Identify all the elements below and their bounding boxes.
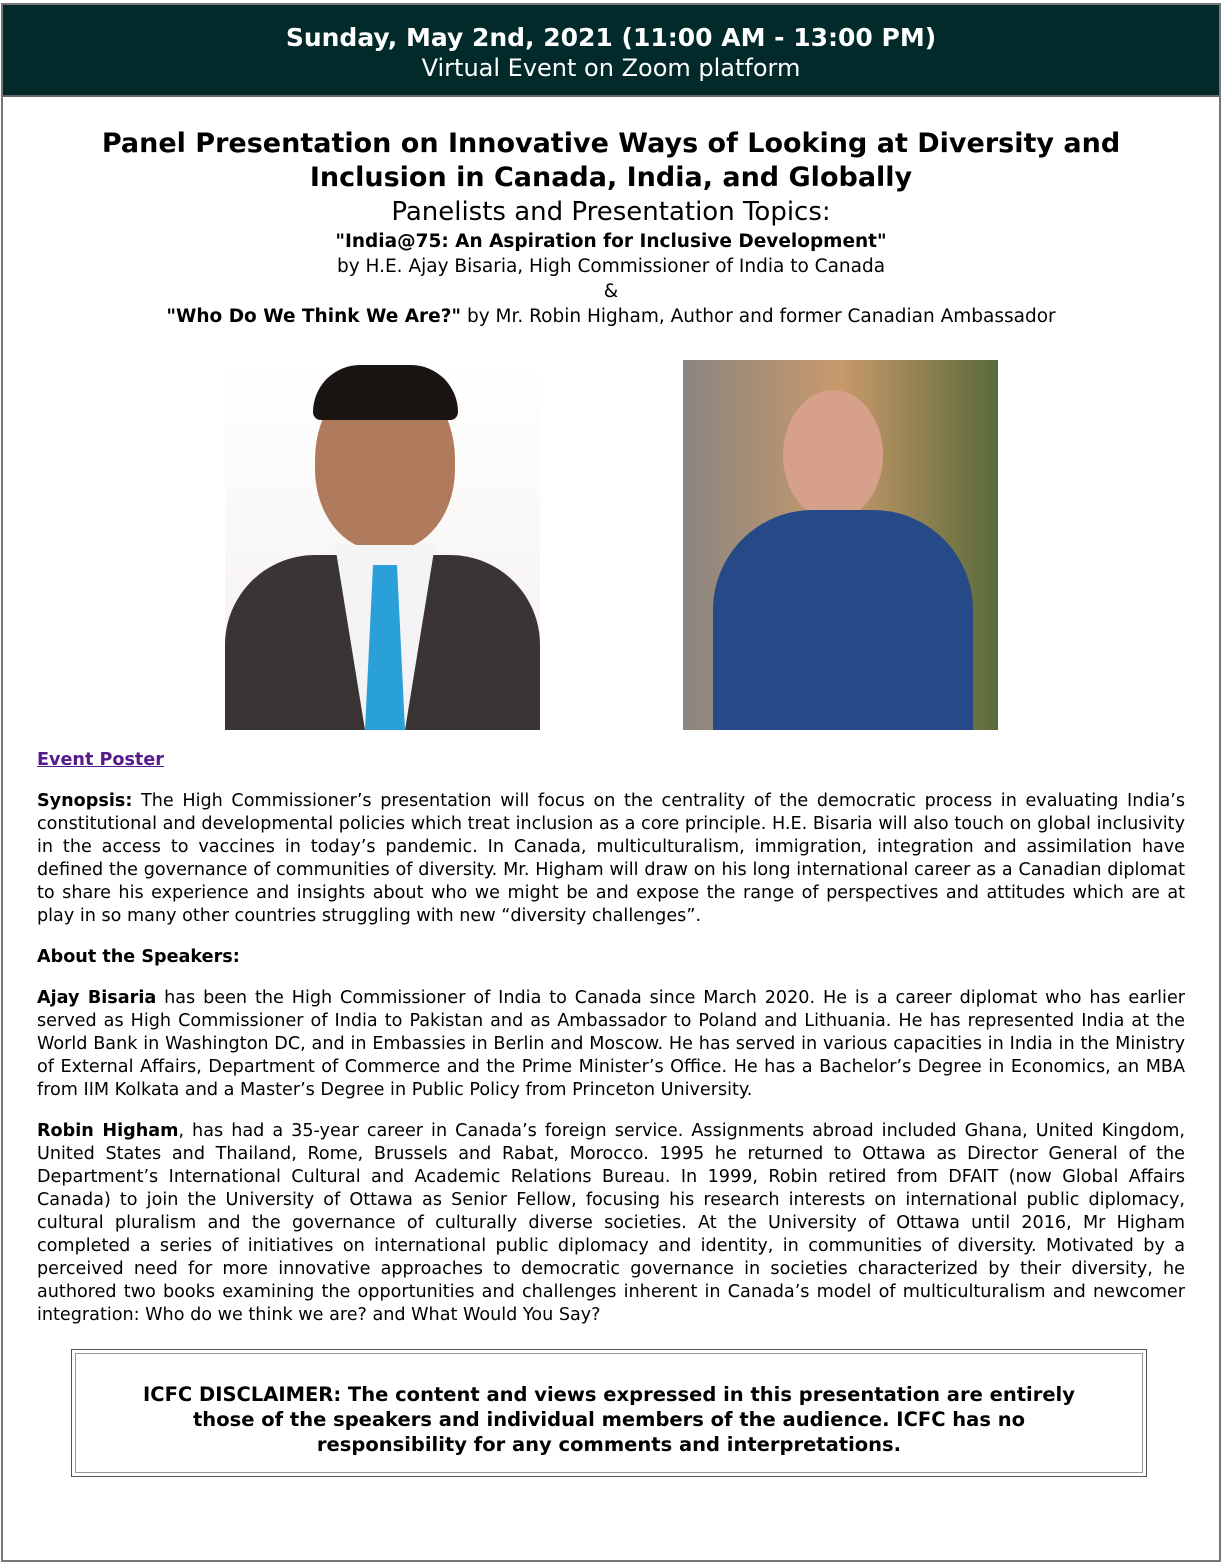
page-title: Panel Presentation on Innovative Ways of Looking at Diversity and Inclusion in Canada, India, and Globally <box>101 128 1121 193</box>
bio-robin-higham: Robin Higham, has had a 35-year career in Canada’s foreign service. Assignments abroad included Ghana, United Kingdom, United States and Thailand, Rome, Brussels and Rabat, Morocco. 1995 he returned to Ottawa as Director General of the Department’s International Cultural and Academic Relations Bureau. In 1999, Robin retired from DFAIT (now Global Affairs Canada) to join the University of Ottawa as Senior Fellow, focusing his research interests on international public diplomacy, cultural pluralism and the governance of culturally diverse societies. At the University of Ottawa until 2016, Mr Higham completed a series of initiatives on international public diplomacy and identity, in communities of diversity. Motivated by a perceived need for more innovative approaches to democratic governance in societies characterized by their diversity, he authored two books examining the opportunities and challenges inherent in Canada’s model of multiculturalism and newcomer integration: Who do we think we are? and What Would You Say? <box>37 1121 1185 1325</box>
about-heading: About the Speakers: <box>37 947 240 967</box>
main-content <box>3 749 1219 1327</box>
bio-ajay-bisaria: Ajay Bisaria has been the High Commissioner of India to Canada since March 2020. He is a career diplomat who has earlier served as High Commissioner of India to Pakistan and as Ambassador to Poland and Lithuania. He has represented India at the World Bank in Washington DC, and in Embassies in Berlin and Moscow. He has served in various capacities in India in the Ministry of External Affairs, Department of Commerce and the Prime Minister’s Office. He has a Bachelor’s Degree in Economics, an MBA from IIM Kolkata and a Master’s Degree in Public Policy from Princeton University. <box>37 988 1186 1100</box>
topic-2-by: by Mr. Robin Higham, Author and former Canadian Ambassador <box>461 306 1056 327</box>
synopsis: Synopsis: The High Commissioner’s presentation will focus on the centrality of the democratic process in evaluating India’s constitutional and developmental policies which treat inclusion as a core principle. H.E. Bisaria will also touch on global inclusivity in the access to vaccines in today’s pandemic. In Canada, multiculturalism, immigration, integration and assimilation have defined the governance of communities of diversity. Mr. Higham will draw on his long international career as a Canadian diplomat to share his experience and insights about who we might be and expose the range of perspectives and attitudes which are at play in so many other countries struggling with new “diversity challenges”. <box>37 791 1185 926</box>
disclaimer-text: ICFC DISCLAIMER: The content and views expressed in this presentation are entirely those of the speakers and individual members of the audience. ICFC has no responsibility for any comments and interpretations. <box>75 1353 1143 1473</box>
topic-1: "India@75: An Aspiration for Inclusive Development" <box>335 231 887 252</box>
photo-ajay-bisaria <box>225 365 540 730</box>
event-page <box>1 3 1221 1562</box>
event-poster-link[interactable]: Event Poster <box>37 750 164 770</box>
photo-robin-higham <box>683 360 998 730</box>
event-date: Sunday, May 2nd, 2021 (11:00 AM - 13:00 PM) <box>285 23 937 52</box>
speaker-photos <box>3 329 1219 749</box>
ampersand: & <box>603 281 619 302</box>
intro <box>3 127 1219 329</box>
topic-2: "Who Do We Think We Are?" <box>166 306 462 327</box>
event-venue: Virtual Event on Zoom platform <box>421 54 801 82</box>
subtitle: Panelists and Presentation Topics: <box>391 197 831 227</box>
disclaimer-box <box>71 1349 1147 1477</box>
event-header <box>3 5 1219 97</box>
topic-1-by: by H.E. Ajay Bisaria, High Commissioner of India to Canada <box>336 256 886 277</box>
